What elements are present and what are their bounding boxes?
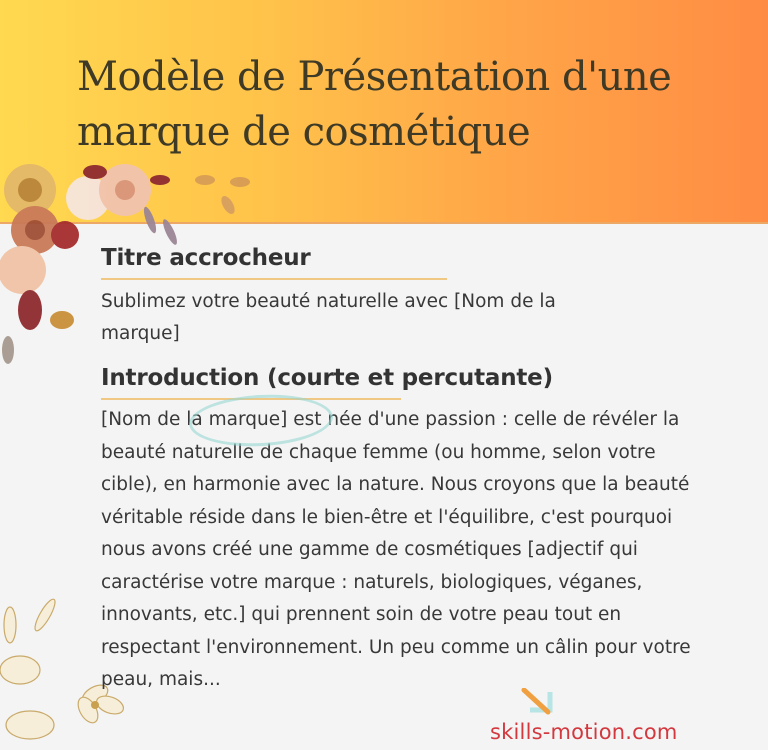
heading-underline bbox=[101, 278, 447, 280]
content-area bbox=[101, 240, 701, 697]
section-body-introduction: [Nom de la marque] est née d'une passion : celle de révéler la beauté naturelle de chaque femme (ou homme, selon votre cible), en harmonie avec la nature. Nous croyons que la beauté véritable réside dans le bien-être et l'équilibre, c'est pourquoi nous avons créé une gamme de cosmétiques [adjectif qui caractérise votre marque : naturels, biologiques, véganes, innovants, etc.] qui prennent soin de votre peau tout en respectant l'environnement. Un peu comme un câlin pour votre peau, mais... bbox=[101, 409, 691, 690]
arrow-pointer-icon bbox=[520, 688, 556, 720]
section-heading-title: Titre accrocheur bbox=[101, 245, 311, 271]
section-body-title: Sublimez votre beauté naturelle avec [Nom de la marque] bbox=[101, 291, 556, 344]
page-title: Modèle de Présentation d'une marque de cosmétique bbox=[77, 54, 672, 155]
watermark-text: skills-motion.com bbox=[490, 720, 678, 744]
section-heading-introduction: Introduction (courte et percutante) bbox=[101, 365, 553, 391]
